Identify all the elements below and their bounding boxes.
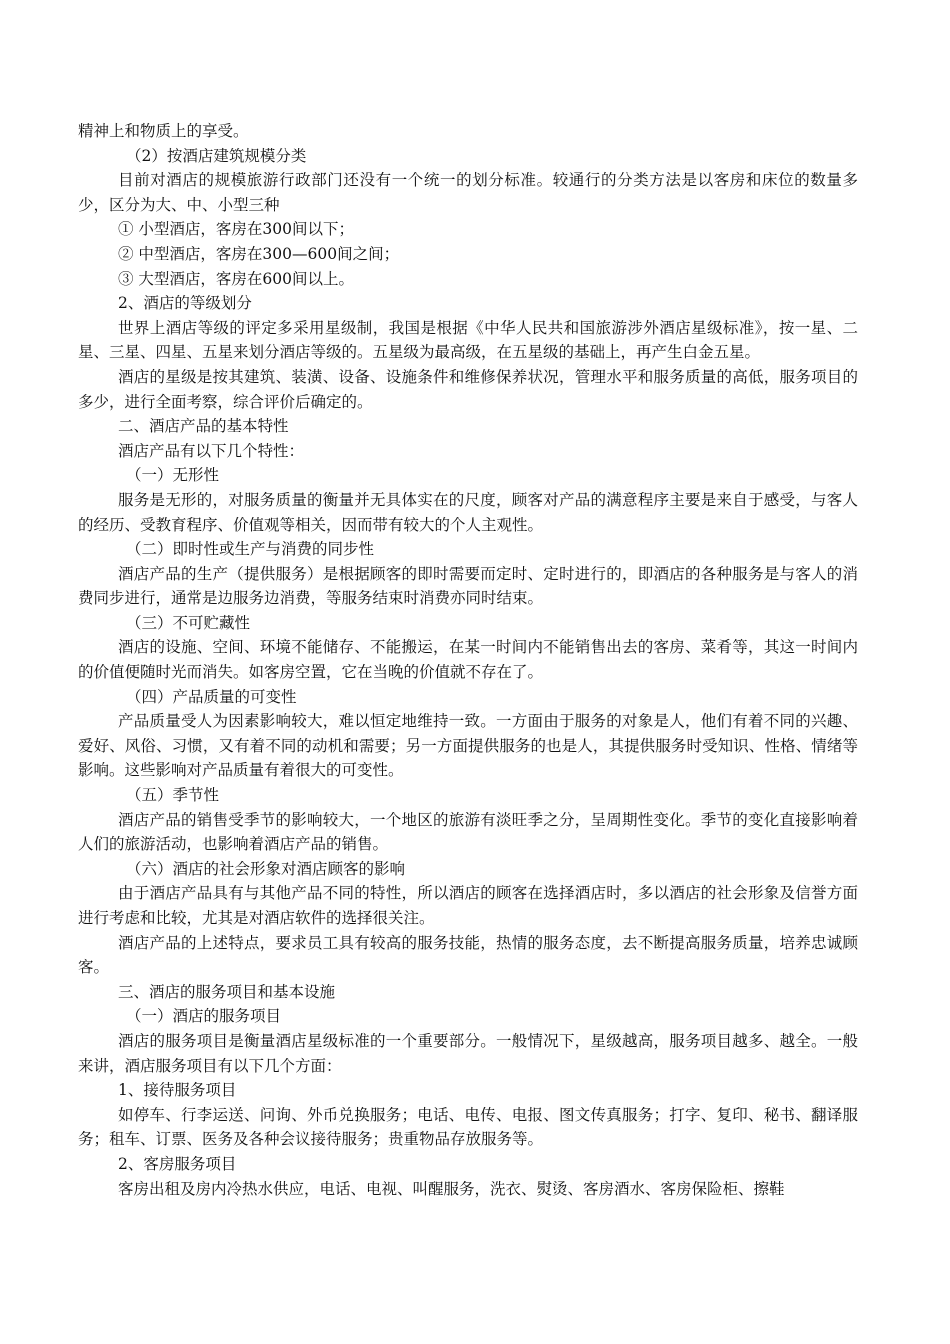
paragraph: 2、酒店的等级划分 xyxy=(118,294,252,313)
paragraph: （二）即时性或生产与消费的同步性 xyxy=(126,540,375,559)
paragraph: ② 中型酒店，客房在300—600间之间； xyxy=(118,244,400,263)
paragraph: 目前对酒店的规模旅游行政部门还没有一个统一的划分标准。较通行的分类方法是以客房和床位的数量多少，区分为大、中、小型三种 xyxy=(78,171,858,214)
paragraph: 客房出租及房内冷热水供应，电话、电视、叫醒服务，洗衣、熨烫、客房酒水、客房保险柜、擦鞋 xyxy=(118,1179,785,1198)
paragraph: 精神上和物质上的享受。 xyxy=(78,122,249,140)
paragraph: 酒店产品的上述特点，要求员工具有较高的服务技能，热情的服务态度，去不断提高服务质量，培养忠诚顾客。 xyxy=(78,933,858,977)
paragraph: ③ 大型酒店，客房在600间以上。 xyxy=(118,269,355,288)
paragraph: （2）按酒店建筑规模分类 xyxy=(126,146,307,165)
paragraph: （四）产品质量的可变性 xyxy=(126,687,297,706)
paragraph: 2、客房服务项目 xyxy=(118,1154,237,1173)
paragraph: 二、酒店产品的基本特性 xyxy=(118,417,289,436)
paragraph: 酒店产品有以下几个特性： xyxy=(118,441,305,460)
paragraph: 1、接待服务项目 xyxy=(118,1081,237,1100)
paragraph: 酒店产品的生产（提供服务）是根据顾客的即时需要而定时、定时进行的，即酒店的各种服务是与客人的消费同步进行，通常是边服务边消费，等服务结束时消费亦同时结束。 xyxy=(78,564,858,608)
paragraph: 酒店的设施、空间、环境不能储存、不能搬运，在某一时间内不能销售出去的客房、菜肴等，其这一时间内的价值便随时光而消失。如客房空置，它在当晚的价值就不存在了。 xyxy=(78,638,858,682)
paragraph: 产品质量受人为因素影响较大，难以恒定地维持一致。一方面由于服务的对象是人，他们有着不同的兴趣、爱好、风俗、习惯，又有着不同的动机和需要；另一方面提供服务的也是人，其提供服务时受知识、性格、情绪等影响。这些影响对产品质量有着很大的可变性。 xyxy=(78,712,858,780)
paragraph: （六）酒店的社会形象对酒店顾客的影响 xyxy=(126,859,406,878)
paragraph: 由于酒店产品具有与其他产品不同的特性，所以酒店的顾客在选择酒店时，多以酒店的社会形象及信誉方面进行考虑和比较，尤其是对酒店软件的选择很关注。 xyxy=(78,884,858,927)
paragraph: 酒店的服务项目是衡量酒店星级标准的一个重要部分。一般情况下，星级越高，服务项目越多、越全。一般来讲，酒店服务项目有以下几个方面： xyxy=(78,1031,858,1075)
paragraph: 服务是无形的，对服务质量的衡量并无具体实在的尺度，顾客对产品的满意程序主要是来自于感受，与客人的经历、受教育程序、价值观等相关，因而带有较大的个人主观性。 xyxy=(78,490,858,534)
paragraph: 酒店产品的销售受季节的影响较大，一个地区的旅游有淡旺季之分，呈周期性变化。季节的变化直接影响着人们的旅游活动，也影响着酒店产品的销售。 xyxy=(78,810,858,854)
paragraph: （一）无形性 xyxy=(126,466,220,485)
paragraph: （五）季节性 xyxy=(126,786,220,805)
paragraph: 酒店的星级是按其建筑、装潢、设备、设施条件和维修保养状况，管理水平和服务质量的高低，服务项目的多少，进行全面考察，综合评价后确定的。 xyxy=(78,367,858,411)
document-page xyxy=(78,119,858,1201)
paragraph: （一）酒店的服务项目 xyxy=(126,1007,282,1026)
paragraph: ① 小型酒店，客房在300间以下； xyxy=(118,220,355,239)
paragraph: 如停车、行李运送、问询、外币兑换服务；电话、电传、电报、图文传真服务；打字、复印、秘书、翻译服务；租车、订票、医务及各种会议接待服务；贵重物品存放服务等。 xyxy=(78,1105,858,1149)
paragraph: 世界上酒店等级的评定多采用星级制，我国是根据《中华人民共和国旅游涉外酒店星级标准》，按一星、二星、三星、四星、五星来划分酒店等级的。五星级为最高级，在五星级的基础上，再产生白金五星。 xyxy=(78,318,858,362)
paragraph: 三、酒店的服务项目和基本设施 xyxy=(118,982,336,1001)
paragraph: （三）不可贮藏性 xyxy=(126,613,251,632)
